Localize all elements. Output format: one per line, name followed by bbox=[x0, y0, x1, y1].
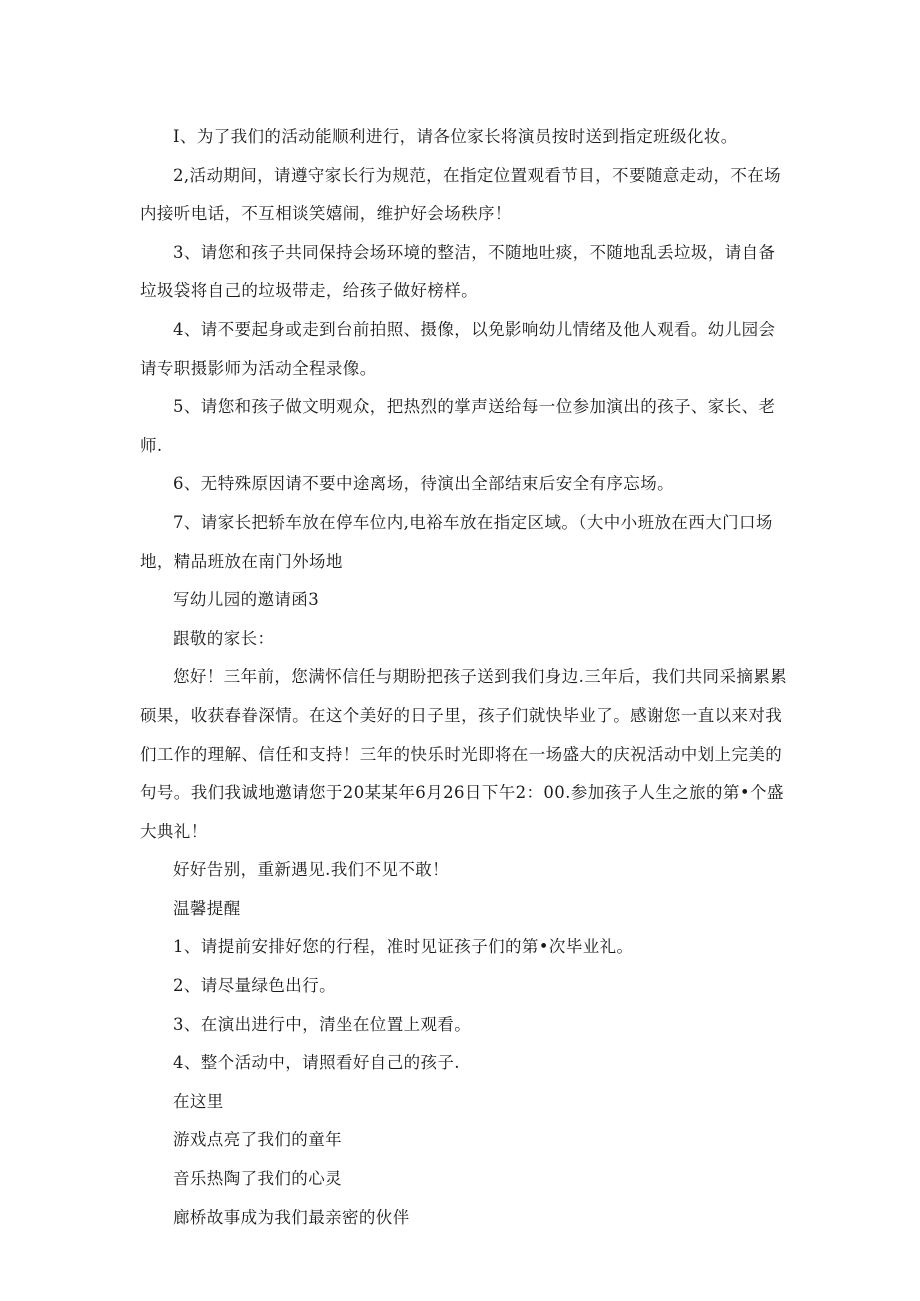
reminder-heading: 温馨提醒 bbox=[173, 898, 241, 918]
notice-item-6: 6、无特殊原因请不要中途离场，待演出全部结束后安全有序忘场。 bbox=[173, 474, 674, 494]
reminder-item-4: 4、整个活动中，请照看好自己的孩子. bbox=[173, 1053, 460, 1073]
reminder-item-2: 2、请尽量绿色出行。 bbox=[173, 976, 336, 996]
poem-line-2: 游戏点亮了我们的童年 bbox=[173, 1130, 342, 1150]
poem-line-3: 音乐热陶了我们的心灵 bbox=[173, 1169, 342, 1189]
notice-item-3: 3、请您和孩子共同保持会场环境的整洁，不随地吐痰，不随地乱丢垃圾，请自备垃圾袋将自己的垃圾带走，给孩子做好榜样。 bbox=[140, 242, 776, 301]
notice-item-2: 2,活动期间，请遵守家长行为规范，在指定位置观看节目，不要随意走动，不在场内接听电话，不互相谈笑嬉闹，维护好会场秩序！ bbox=[140, 165, 782, 224]
poem-line-4: 廊桥故事成为我们最亲密的伙伴 bbox=[173, 1207, 410, 1227]
document-body bbox=[140, 118, 788, 1237]
invitation-body: 您好！三年前，您满怀信任与期盼把孩子送到我们身边.三年后，我们共同采摘累累硕果，收获春眷深情。在这个美好的日子里，孩子们就快毕业了。感谢您一直以来对我们工作的理解、信任和支持！三年的快乐时光即将在一场盛大的庆祝活动中划上完美的句号。我们我诚地邀请您于20某某年6月26日下午2：00.参加孩子人生之旅的第•个盛大典礼！ bbox=[140, 667, 788, 841]
reminder-item-1: 1、请提前安排好您的行程，准时见证孩子们的第•次毕业礼。 bbox=[173, 937, 634, 957]
notice-item-5: 5、请您和孩子做文明观众，把热烈的掌声送给每一位参加演出的孩子、家长、老师. bbox=[140, 397, 776, 455]
section-heading: 写幼儿园的邀请函3 bbox=[173, 590, 320, 610]
notice-item-7: 7、请家长把轿车放在停车位内,电裕车放在指定区域。（大中小班放在西大门口场地，精品班放在南门外场地 bbox=[140, 512, 773, 571]
notice-item-4: 4、请不要起身或走到台前拍照、摄像，以免影响幼儿情绪及他人观看。幼儿园会请专职摄影师为活动全程录像。 bbox=[140, 319, 776, 378]
farewell-line: 好好告别，重新遇见.我们不见不敢！ bbox=[173, 860, 450, 880]
notice-item-1: I、为了我们的活动能顺利进行，请各位家长将演员按时送到指定班级化妆。 bbox=[173, 127, 738, 146]
salutation: 跟敬的家长： bbox=[173, 628, 275, 648]
reminder-item-3: 3、在演出进行中，清坐在位置上观看。 bbox=[173, 1014, 472, 1034]
poem-line-1: 在这里 bbox=[173, 1091, 224, 1111]
